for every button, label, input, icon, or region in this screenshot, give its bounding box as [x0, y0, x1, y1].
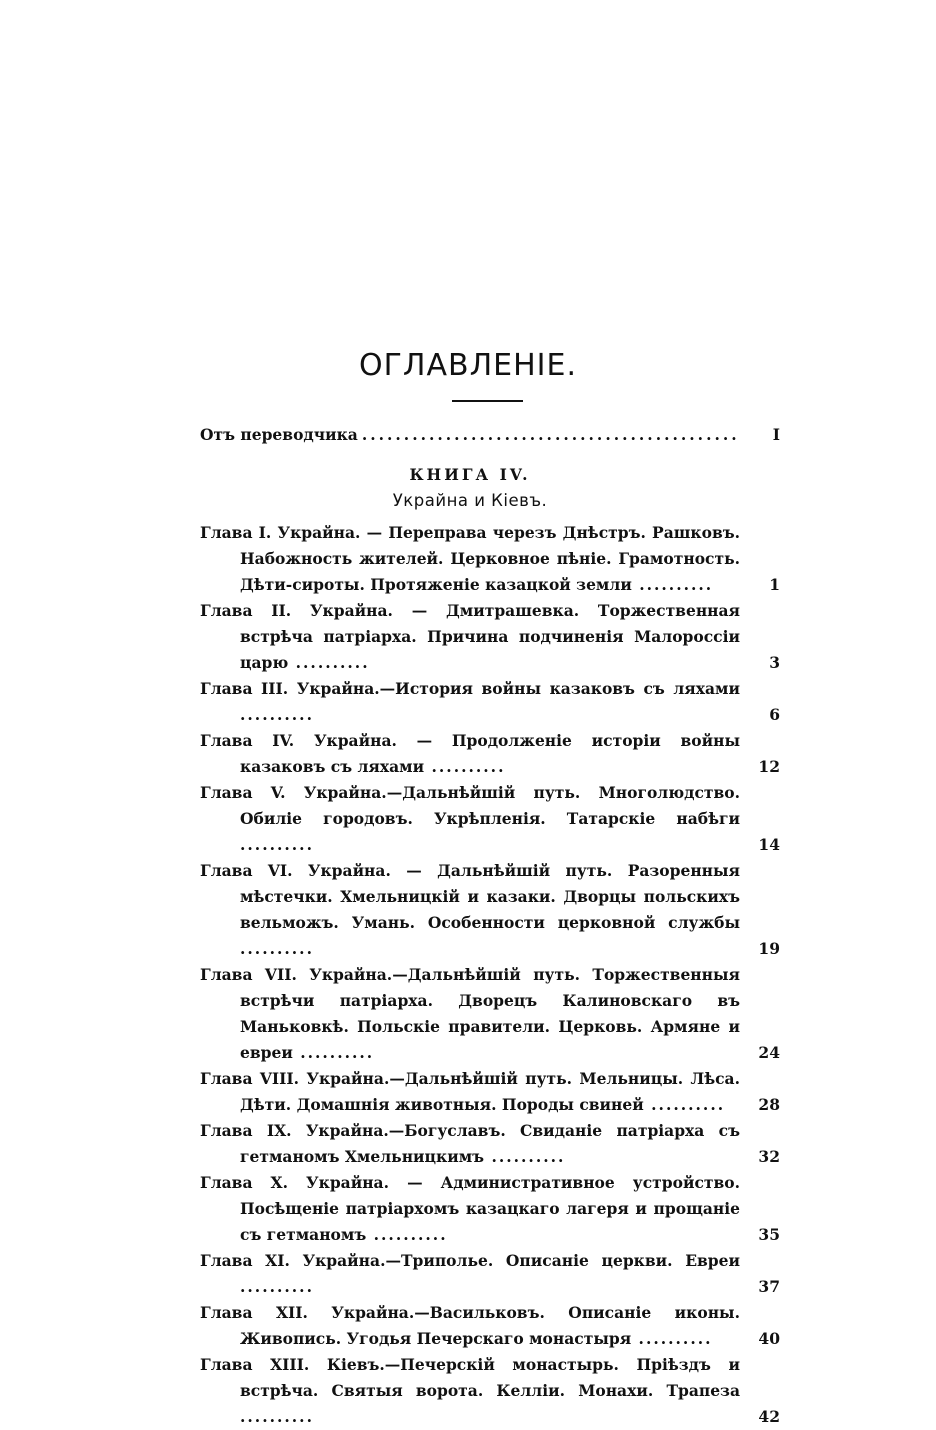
toc-entry-title: Глава VI. Украйна. — Дальнѣйшій путь. Разоренныя мѣстечки. Хмельницкій и казаки. Дворцы польскихъ вельможъ. Умань. Особенности церковной службы	[200, 861, 740, 932]
toc-entry-body	[200, 1300, 740, 1352]
leader-dots: ..........	[240, 1407, 314, 1426]
leader-dots: ..........	[240, 705, 314, 724]
toc-entry-title: Глава XIII. Кіевъ.—Печерскій монастырь. Пріѣздъ и встрѣча. Святыя ворота. Келліи. Монахи. Трапеза	[200, 1355, 740, 1400]
toc-entry-title: Глава V. Украйна.—Дальнѣйшій путь. Многолюдство. Обиліе городовъ. Укрѣпленія. Татарскіе набѣги	[200, 783, 740, 828]
leader-dots: ..........	[292, 1043, 375, 1062]
toc-entry	[200, 1352, 780, 1430]
toc-entry-page: 24	[758, 1043, 780, 1062]
toc-entry-text	[200, 598, 740, 676]
toc-entry-body	[200, 1170, 740, 1248]
toc-entry-title: Глава III. Украйна.—История войны казаковъ съ ляхами	[200, 679, 740, 698]
toc-frontmatter-page: I	[772, 425, 780, 444]
leader-dots: ..........	[484, 1147, 566, 1166]
toc-entry-page: 35	[758, 1225, 780, 1244]
leader-dots: ..........	[366, 1225, 448, 1244]
toc-entry-page: 12	[758, 757, 780, 776]
toc-frontmatter-lead	[200, 422, 740, 448]
toc-entry-body	[200, 1118, 740, 1170]
leader-dots: ..........	[643, 1095, 726, 1114]
toc-entry-page: 1	[769, 575, 780, 594]
toc-entry-body	[200, 858, 740, 962]
toc-entry-text	[200, 676, 740, 728]
toc-entry	[200, 1118, 780, 1170]
toc-entry	[200, 962, 780, 1066]
leader-dots: ..........	[240, 1277, 314, 1296]
toc-entry-title: Глава I. Украйна. — Переправа черезъ Днѣстръ. Рашковъ. Набожность жителей. Церковное пѣніе. Грамотность. Дѣти-сироты. Протяженіе казацкой земли	[200, 523, 740, 594]
page-title: ОГЛАВЛЕНІЕ.	[359, 348, 577, 383]
toc-entry	[200, 728, 780, 780]
toc-entry-body	[200, 962, 740, 1066]
toc-frontmatter-row	[200, 422, 780, 448]
leader-dots: ..........	[631, 1329, 713, 1348]
toc-entry-body	[200, 1352, 740, 1430]
toc-entry-text	[200, 858, 740, 962]
toc-entry-body	[200, 598, 740, 676]
toc-entry-body	[200, 1248, 740, 1300]
toc-entry-title: Глава IX. Украйна.—Богуславъ. Свиданіе патріарха съ гетманомъ Хмельницкимъ	[200, 1121, 740, 1166]
leader-dots: ..........	[240, 939, 314, 958]
toc-entry-title: Глава X. Украйна. — Административное устройство. Посѣщеніе патріархомъ казацкаго лагеря и прощаніе съ гетманомъ	[200, 1173, 740, 1244]
toc-entries	[200, 520, 780, 1430]
toc-entry-page: 19	[758, 939, 780, 958]
toc-entry-text	[200, 780, 740, 858]
toc-entry-title: Глава VIII. Украйна.—Дальнѣйшій путь. Мельницы. Лѣса. Дѣти. Домашнія животныя. Породы свиней	[200, 1069, 740, 1114]
toc-entry	[200, 1248, 780, 1300]
toc-entry-title: Глава XII. Украйна.—Васильковъ. Описаніе иконы. Живопись. Угодья Печерскаго монастыря	[200, 1303, 740, 1348]
toc-entry-page: 28	[758, 1095, 780, 1114]
toc-entry	[200, 1066, 780, 1118]
toc-entry-text	[200, 520, 740, 598]
toc-entry-title: Глава XI. Украйна.—Триполье. Описаніе церкви. Евреи	[200, 1251, 740, 1270]
toc-entry-text	[200, 1118, 740, 1170]
toc-entry-text	[200, 1170, 740, 1248]
toc-entry-body	[200, 520, 740, 598]
toc-entry-text	[200, 962, 740, 1066]
toc-entry-body	[200, 676, 740, 728]
toc-entry-page: 42	[758, 1407, 780, 1426]
toc-entry-title: Глава IV. Украйна. — Продолженіе исторіи войны казаковъ съ ляхами	[200, 731, 740, 776]
toc-entry-page: 32	[758, 1147, 780, 1166]
title-rule	[452, 400, 523, 402]
toc-entry-page: 37	[758, 1277, 780, 1296]
toc-entry-body	[200, 780, 740, 858]
toc-entry-text	[200, 1248, 740, 1300]
toc-entry	[200, 1300, 780, 1352]
toc-entry-text	[200, 1066, 740, 1118]
toc-entry-title: Глава VII. Украйна.—Дальнѣйшій путь. Торжественныя встрѣчи патріарха. Дворецъ Калиновскаго въ Маньковкѣ. Польскіе правители. Церковь. Армяне и евреи	[200, 965, 740, 1062]
toc-entry	[200, 598, 780, 676]
toc-entry	[200, 858, 780, 962]
table-of-contents	[200, 422, 780, 1430]
book-heading: КНИГА IV.	[409, 465, 531, 484]
leader-dots: ..........	[631, 575, 714, 594]
toc-entry	[200, 780, 780, 858]
book-subtitle: Украйна и Кіевъ.	[392, 491, 548, 510]
toc-entry-text	[200, 1300, 740, 1352]
toc-entry	[200, 1170, 780, 1248]
toc-entry-text	[200, 1352, 740, 1430]
toc-entry-page: 40	[758, 1329, 780, 1348]
toc-entry-page: 3	[769, 653, 780, 672]
toc-entry	[200, 520, 780, 598]
toc-frontmatter-label: Отъ переводчика	[200, 425, 358, 444]
toc-entry	[200, 676, 780, 728]
toc-entry-body	[200, 1066, 740, 1118]
toc-entry-text	[200, 728, 740, 780]
toc-entry-page: 6	[769, 705, 780, 724]
leader-dots: ..........	[288, 653, 370, 672]
toc-entry-body	[200, 728, 740, 780]
toc-entry-title: Глава II. Украйна. — Дмитрашевка. Торжественная встрѣча патріарха. Причина подчиненія Малороссіи царю	[200, 601, 740, 672]
leader-dots: ..........	[424, 757, 506, 776]
toc-entry-page: 14	[758, 835, 780, 854]
leader-dots	[362, 422, 740, 448]
leader-dots: ..........	[240, 835, 314, 854]
